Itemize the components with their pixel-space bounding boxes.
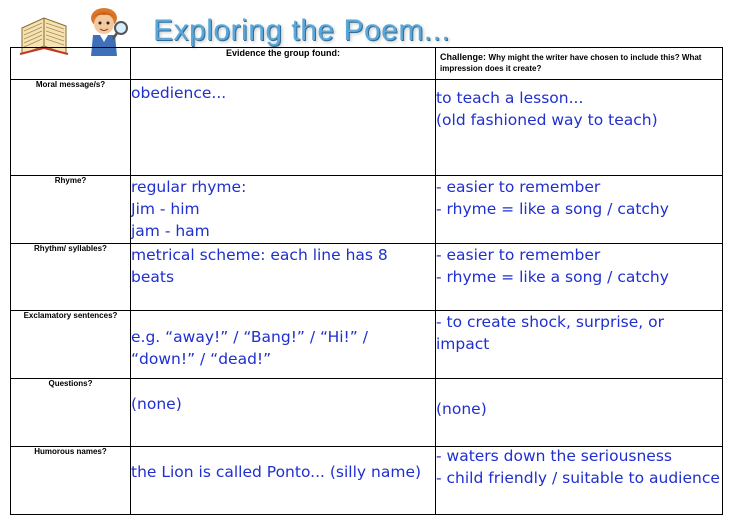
challenge-text: - child friendly / suitable to audience: [436, 469, 720, 487]
challenge-text: - to create shock, surprise, or impact: [436, 313, 664, 353]
challenge-heading: Challenge:: [440, 52, 487, 62]
row-label-exclamatory: Exclamatory sentences?: [11, 311, 131, 379]
evidence-cell: [131, 244, 436, 311]
row-label-moral: Moral message/s?: [11, 80, 131, 176]
challenge-text: - rhyme = like a song / catchy: [436, 200, 669, 218]
challenge-text: - rhyme = like a song / catchy: [436, 268, 669, 286]
evidence-text: obedience...: [131, 84, 227, 102]
evidence-cell: [131, 311, 436, 379]
row-label-rhyme: Rhyme?: [11, 176, 131, 244]
header-challenge: [436, 48, 723, 80]
evidence-text: regular rhyme:: [131, 178, 247, 196]
table-row: [11, 176, 723, 244]
page-title: Exploring the Poem...: [153, 14, 451, 47]
table-row: [11, 447, 723, 515]
table-row: [11, 379, 723, 447]
row-label-humorous: Humorous names?: [11, 447, 131, 515]
challenge-question: Why might the writer have chosen to include this? What impression does it create?: [440, 53, 702, 73]
evidence-text: metrical scheme: each line has 8 beats: [131, 246, 388, 286]
evidence-cell: [131, 447, 436, 515]
evidence-cell: [131, 176, 436, 244]
table-row: [11, 311, 723, 379]
row-label-questions: Questions?: [11, 379, 131, 447]
header-evidence: Evidence the group found:: [131, 48, 436, 80]
evidence-text: the Lion is called Ponto... (silly name): [131, 463, 422, 481]
challenge-text: - easier to remember: [436, 246, 601, 264]
challenge-cell: [436, 379, 723, 447]
evidence-text: e.g. “away!” / “Bang!” / “Hi!” / “down!” / “dead!”: [131, 328, 368, 368]
evidence-text: (none): [131, 395, 182, 413]
header-label-cell: [11, 48, 131, 80]
row-label-rhythm: Rhythm/ syllables?: [11, 244, 131, 311]
evidence-text: Jim - him: [131, 200, 200, 218]
challenge-cell: [436, 176, 723, 244]
poem-analysis-table: [10, 47, 723, 515]
challenge-cell: [436, 244, 723, 311]
evidence-cell: [131, 379, 436, 447]
challenge-cell: [436, 311, 723, 379]
challenge-cell: [436, 80, 723, 176]
evidence-text: jam - ham: [131, 222, 210, 240]
evidence-cell: [131, 80, 436, 176]
challenge-text: to teach a lesson...: [436, 89, 584, 107]
table-row: [11, 244, 723, 311]
challenge-text: - waters down the seriousness: [436, 447, 672, 465]
table-header-row: [11, 48, 723, 80]
table-row: [11, 80, 723, 176]
challenge-text: (none): [436, 400, 487, 418]
challenge-text: - easier to remember: [436, 178, 601, 196]
challenge-cell: [436, 447, 723, 515]
challenge-text: (old fashioned way to teach): [436, 111, 658, 129]
